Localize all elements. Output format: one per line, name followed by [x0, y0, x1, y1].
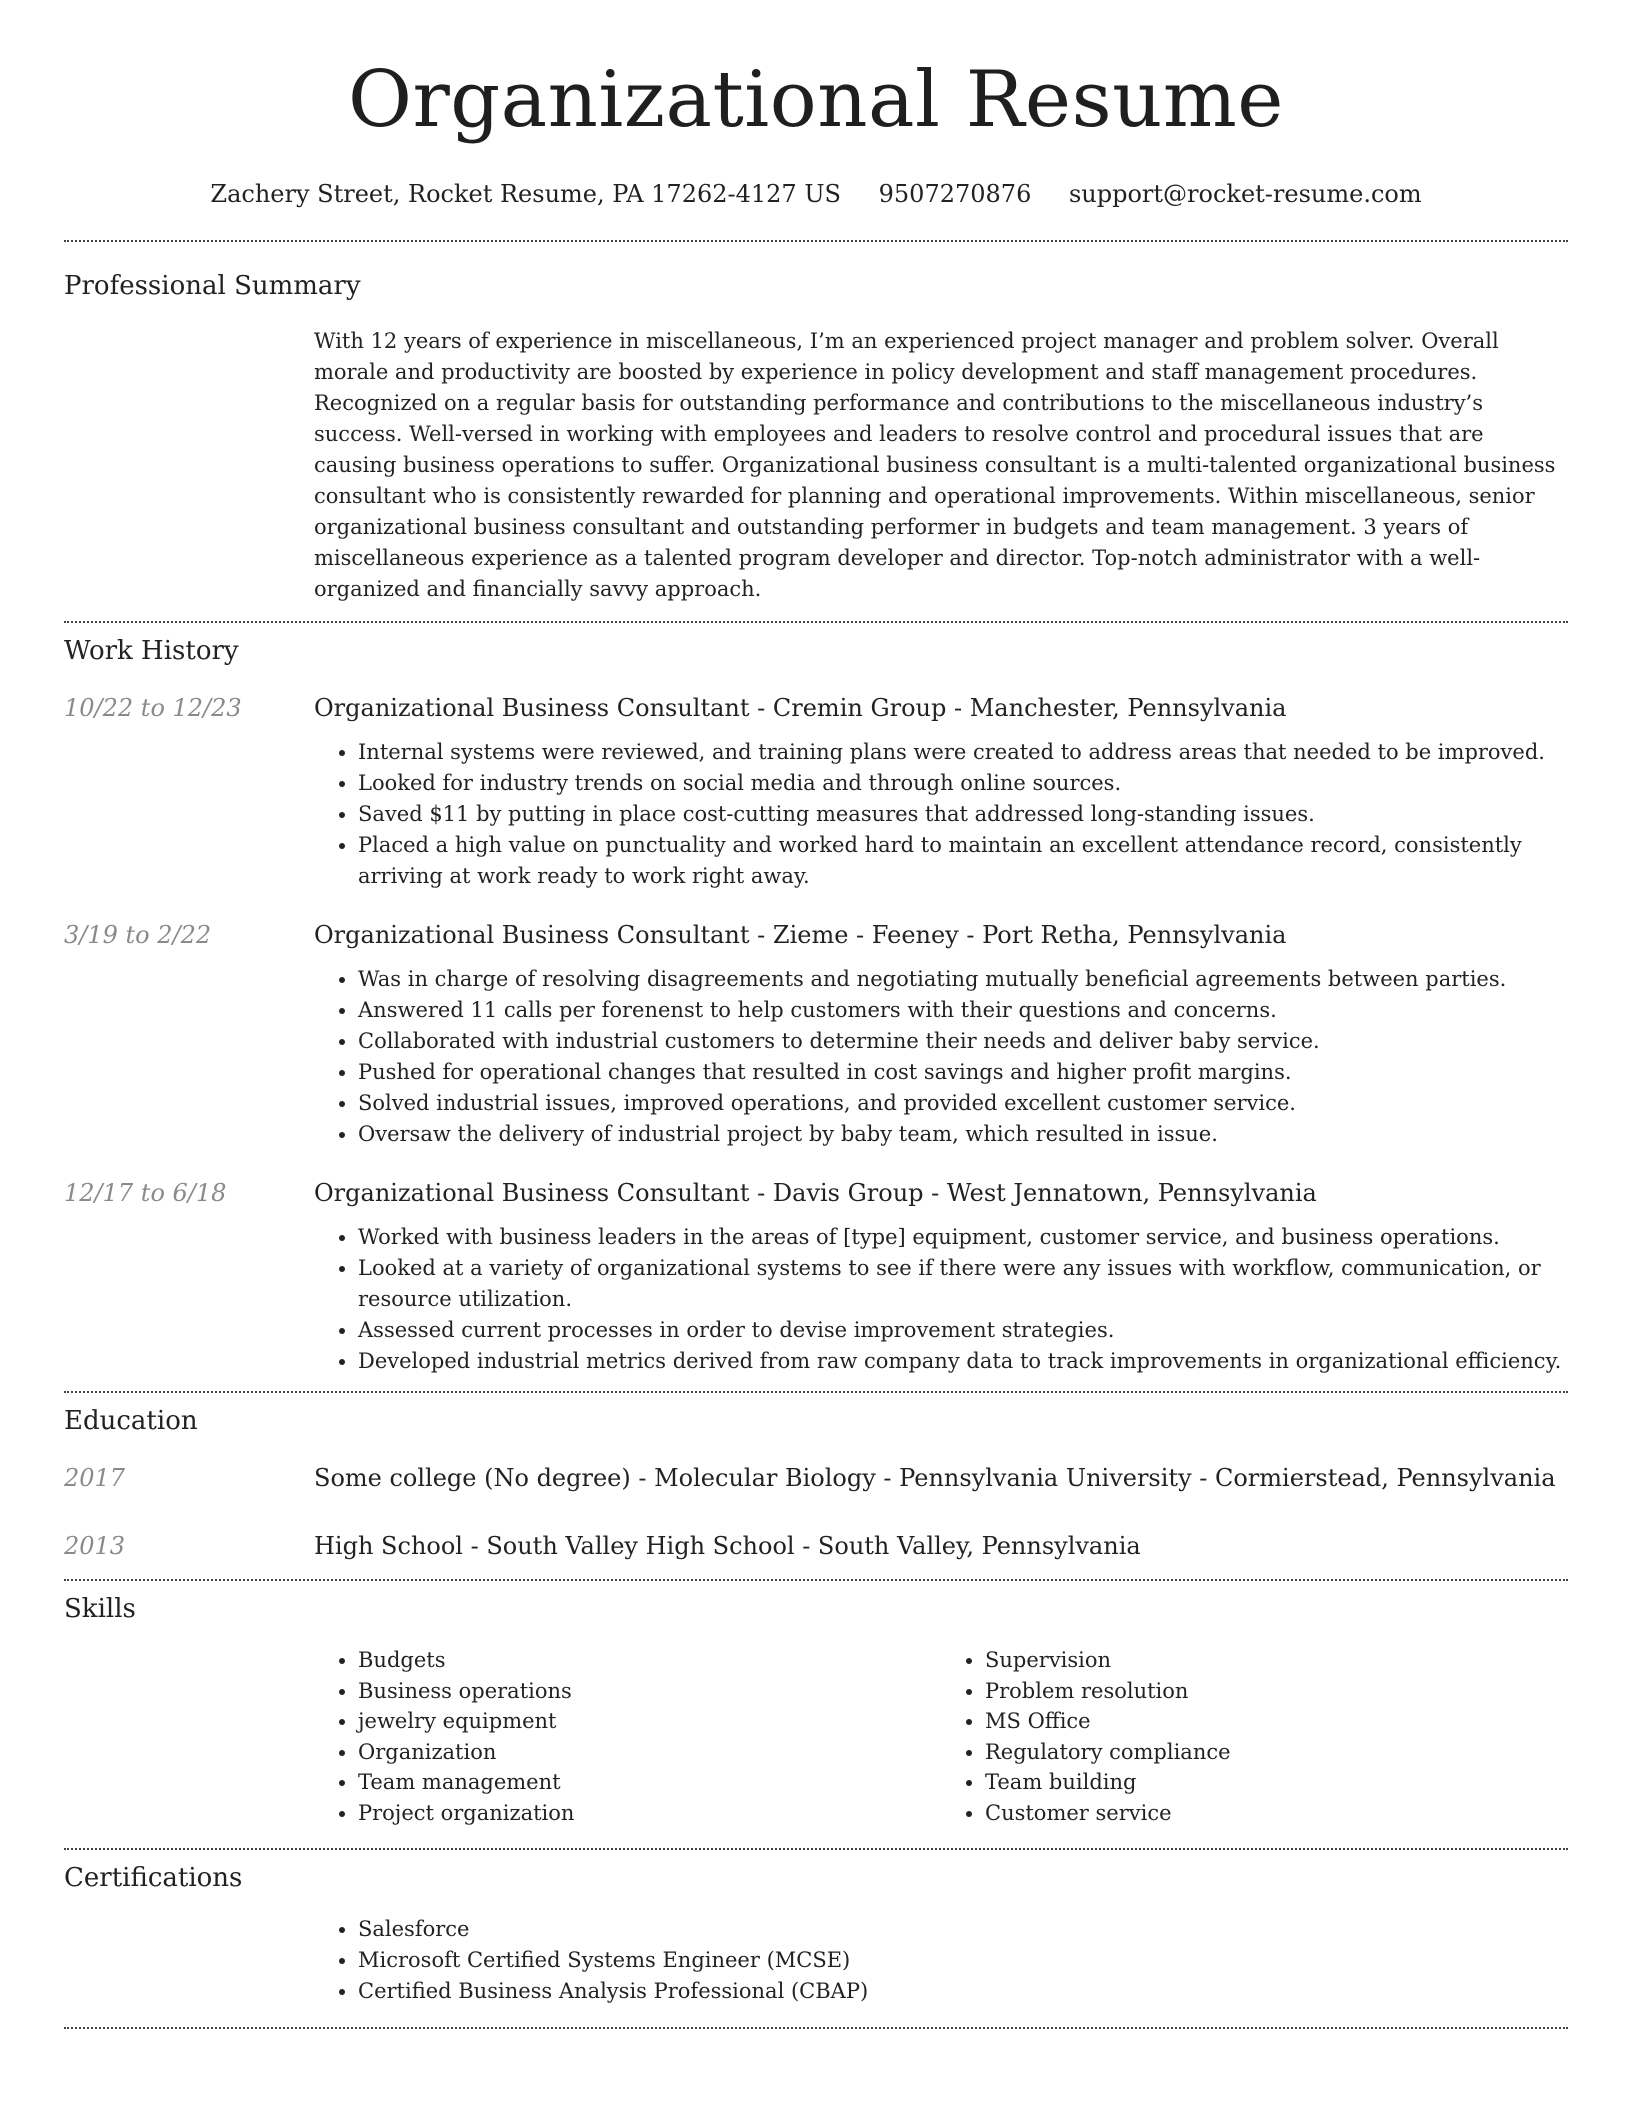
contact-email: support@rocket-resume.com — [1068, 180, 1422, 208]
summary-section — [64, 242, 1568, 621]
list-item: • Oversaw the delivery of industrial project by baby team, which resulted in issue. — [358, 1119, 1568, 1150]
job-entry — [64, 892, 1568, 1150]
job-bullets — [314, 964, 1568, 1150]
list-item: • Assessed current processes in order to devise improvement strategies. — [358, 1315, 1568, 1346]
education-entry — [64, 1495, 1568, 1563]
list-item: • Salesforce — [358, 1914, 1568, 1945]
list-item: • Answered 11 calls per forenenst to help customers with their questions and concerns. — [358, 995, 1568, 1026]
list-item: • Looked at a variety of organizational systems to see if there were any issues with workflow, communication, or resource utilization. — [358, 1253, 1568, 1315]
education-text: High School - South Valley High School - South Valley, Pennsylvania — [314, 1532, 1141, 1560]
list-item: • Looked for industry trends on social media and through online sources. — [358, 768, 1568, 799]
section-title-summary: Professional Summary — [64, 271, 361, 301]
list-item: • Collaborated with industrial customers to determine their needs and deliver baby service. — [358, 1026, 1568, 1057]
education-year: 2013 — [64, 1532, 126, 1560]
job-bullets — [314, 1222, 1568, 1377]
resume-title: Organizational Resume — [348, 55, 1284, 145]
list-item: • Developed industrial metrics derived from raw company data to track improvements in organizational efficiency. — [358, 1346, 1568, 1377]
list-item: • Microsoft Certified Systems Engineer (MCSE) — [358, 1945, 1568, 1976]
summary-text: With 12 years of experience in miscellaneous, I’m an experienced project manager and problem solver. Overall morale and productivity are boosted by experience in policy development and staff management procedures. Recognized on a regular basis for outstanding performance and contributions to the miscellaneous industry’s success. Well-versed in working with employees and leaders to resolve control and procedural issues that are causing business operations to suffer. Organizational business consultant is a multi-talented organizational business consultant who is consistently rewarded for planning and operational improvements. Within miscellaneous, senior organizational business consultant and outstanding performer in budgets and team management. 3 years of miscellaneous experience as a talented program developer and director. Top-notch administrator with a well-organized and financially savvy approach. — [314, 329, 1556, 601]
list-item: • Problem resolution — [985, 1676, 1568, 1707]
list-item: • Team management — [358, 1767, 941, 1798]
list-item: • jewelry equipment — [358, 1706, 941, 1737]
section-title-certifications: Certifications — [64, 1863, 243, 1893]
list-item: • MS Office — [985, 1706, 1568, 1737]
list-item: • Business operations — [358, 1676, 941, 1707]
education-year: 2017 — [64, 1464, 126, 1492]
list-item: • Placed a high value on punctuality and worked hard to maintain an excellent attendance record, consistently arriving at work ready to work right away. — [358, 830, 1568, 892]
certifications-list — [314, 1896, 1568, 2021]
education-section — [64, 1393, 1568, 1563]
job-dates: 10/22 to 12/23 — [64, 694, 242, 722]
section-title-work-history: Work History — [64, 636, 239, 666]
section-title-education: Education — [64, 1406, 198, 1436]
list-item: • Internal systems were reviewed, and training plans were created to address areas that needed to be improved. — [358, 737, 1568, 768]
contact-line — [64, 178, 1568, 210]
skills-section — [64, 1581, 1568, 1844]
job-entry — [64, 669, 1568, 892]
list-item: • Certified Business Analysis Professional (CBAP) — [358, 1976, 1568, 2007]
contact-phone: 9507270876 — [878, 180, 1032, 208]
job-bullets — [314, 737, 1568, 892]
skills-column-right — [941, 1645, 1568, 1828]
list-item: • Customer service — [985, 1798, 1568, 1829]
list-item: • Solved industrial issues, improved operations, and provided excellent customer service. — [358, 1088, 1568, 1119]
list-item: • Saved $11 by putting in place cost-cutting measures that addressed long-standing issues. — [358, 799, 1568, 830]
list-item: • Worked with business leaders in the areas of [type] equipment, customer service, and business operations. — [358, 1222, 1568, 1253]
list-item: • Pushed for operational changes that resulted in cost savings and higher profit margins. — [358, 1057, 1568, 1088]
certifications-section — [64, 1850, 1568, 2021]
work-history-section — [64, 623, 1568, 1377]
list-item: • Organization — [358, 1737, 941, 1768]
certifications-items — [314, 1914, 1568, 2007]
job-title: Organizational Business Consultant - Zieme - Feeney - Port Retha, Pennsylvania — [314, 921, 1287, 949]
list-item: • Project organization — [358, 1798, 941, 1829]
list-item: • Was in charge of resolving disagreements and negotiating mutually beneficial agreements between parties. — [358, 964, 1568, 995]
job-dates: 3/19 to 2/22 — [64, 921, 212, 949]
list-item: • Team building — [985, 1767, 1568, 1798]
section-title-skills: Skills — [64, 1594, 136, 1624]
contact-address: Zachery Street, Rocket Resume, PA 17262-4127 US — [210, 180, 841, 208]
education-entry — [64, 1439, 1568, 1495]
skills-list — [314, 1627, 1568, 1844]
job-entry — [64, 1150, 1568, 1377]
divider — [64, 2027, 1568, 2029]
list-item: • Budgets — [358, 1645, 941, 1676]
skills-column-left — [314, 1645, 941, 1828]
list-item: • Regulatory compliance — [985, 1737, 1568, 1768]
job-title: Organizational Business Consultant - Davis Group - West Jennatown, Pennsylvania — [314, 1179, 1317, 1207]
job-dates: 12/17 to 6/18 — [64, 1179, 227, 1207]
education-text: Some college (No degree) - Molecular Biology - Pennsylvania University - Cormierstead, Pennsylvania — [314, 1464, 1556, 1492]
job-title: Organizational Business Consultant - Cremin Group - Manchester, Pennsylvania — [314, 694, 1287, 722]
list-item: • Supervision — [985, 1645, 1568, 1676]
